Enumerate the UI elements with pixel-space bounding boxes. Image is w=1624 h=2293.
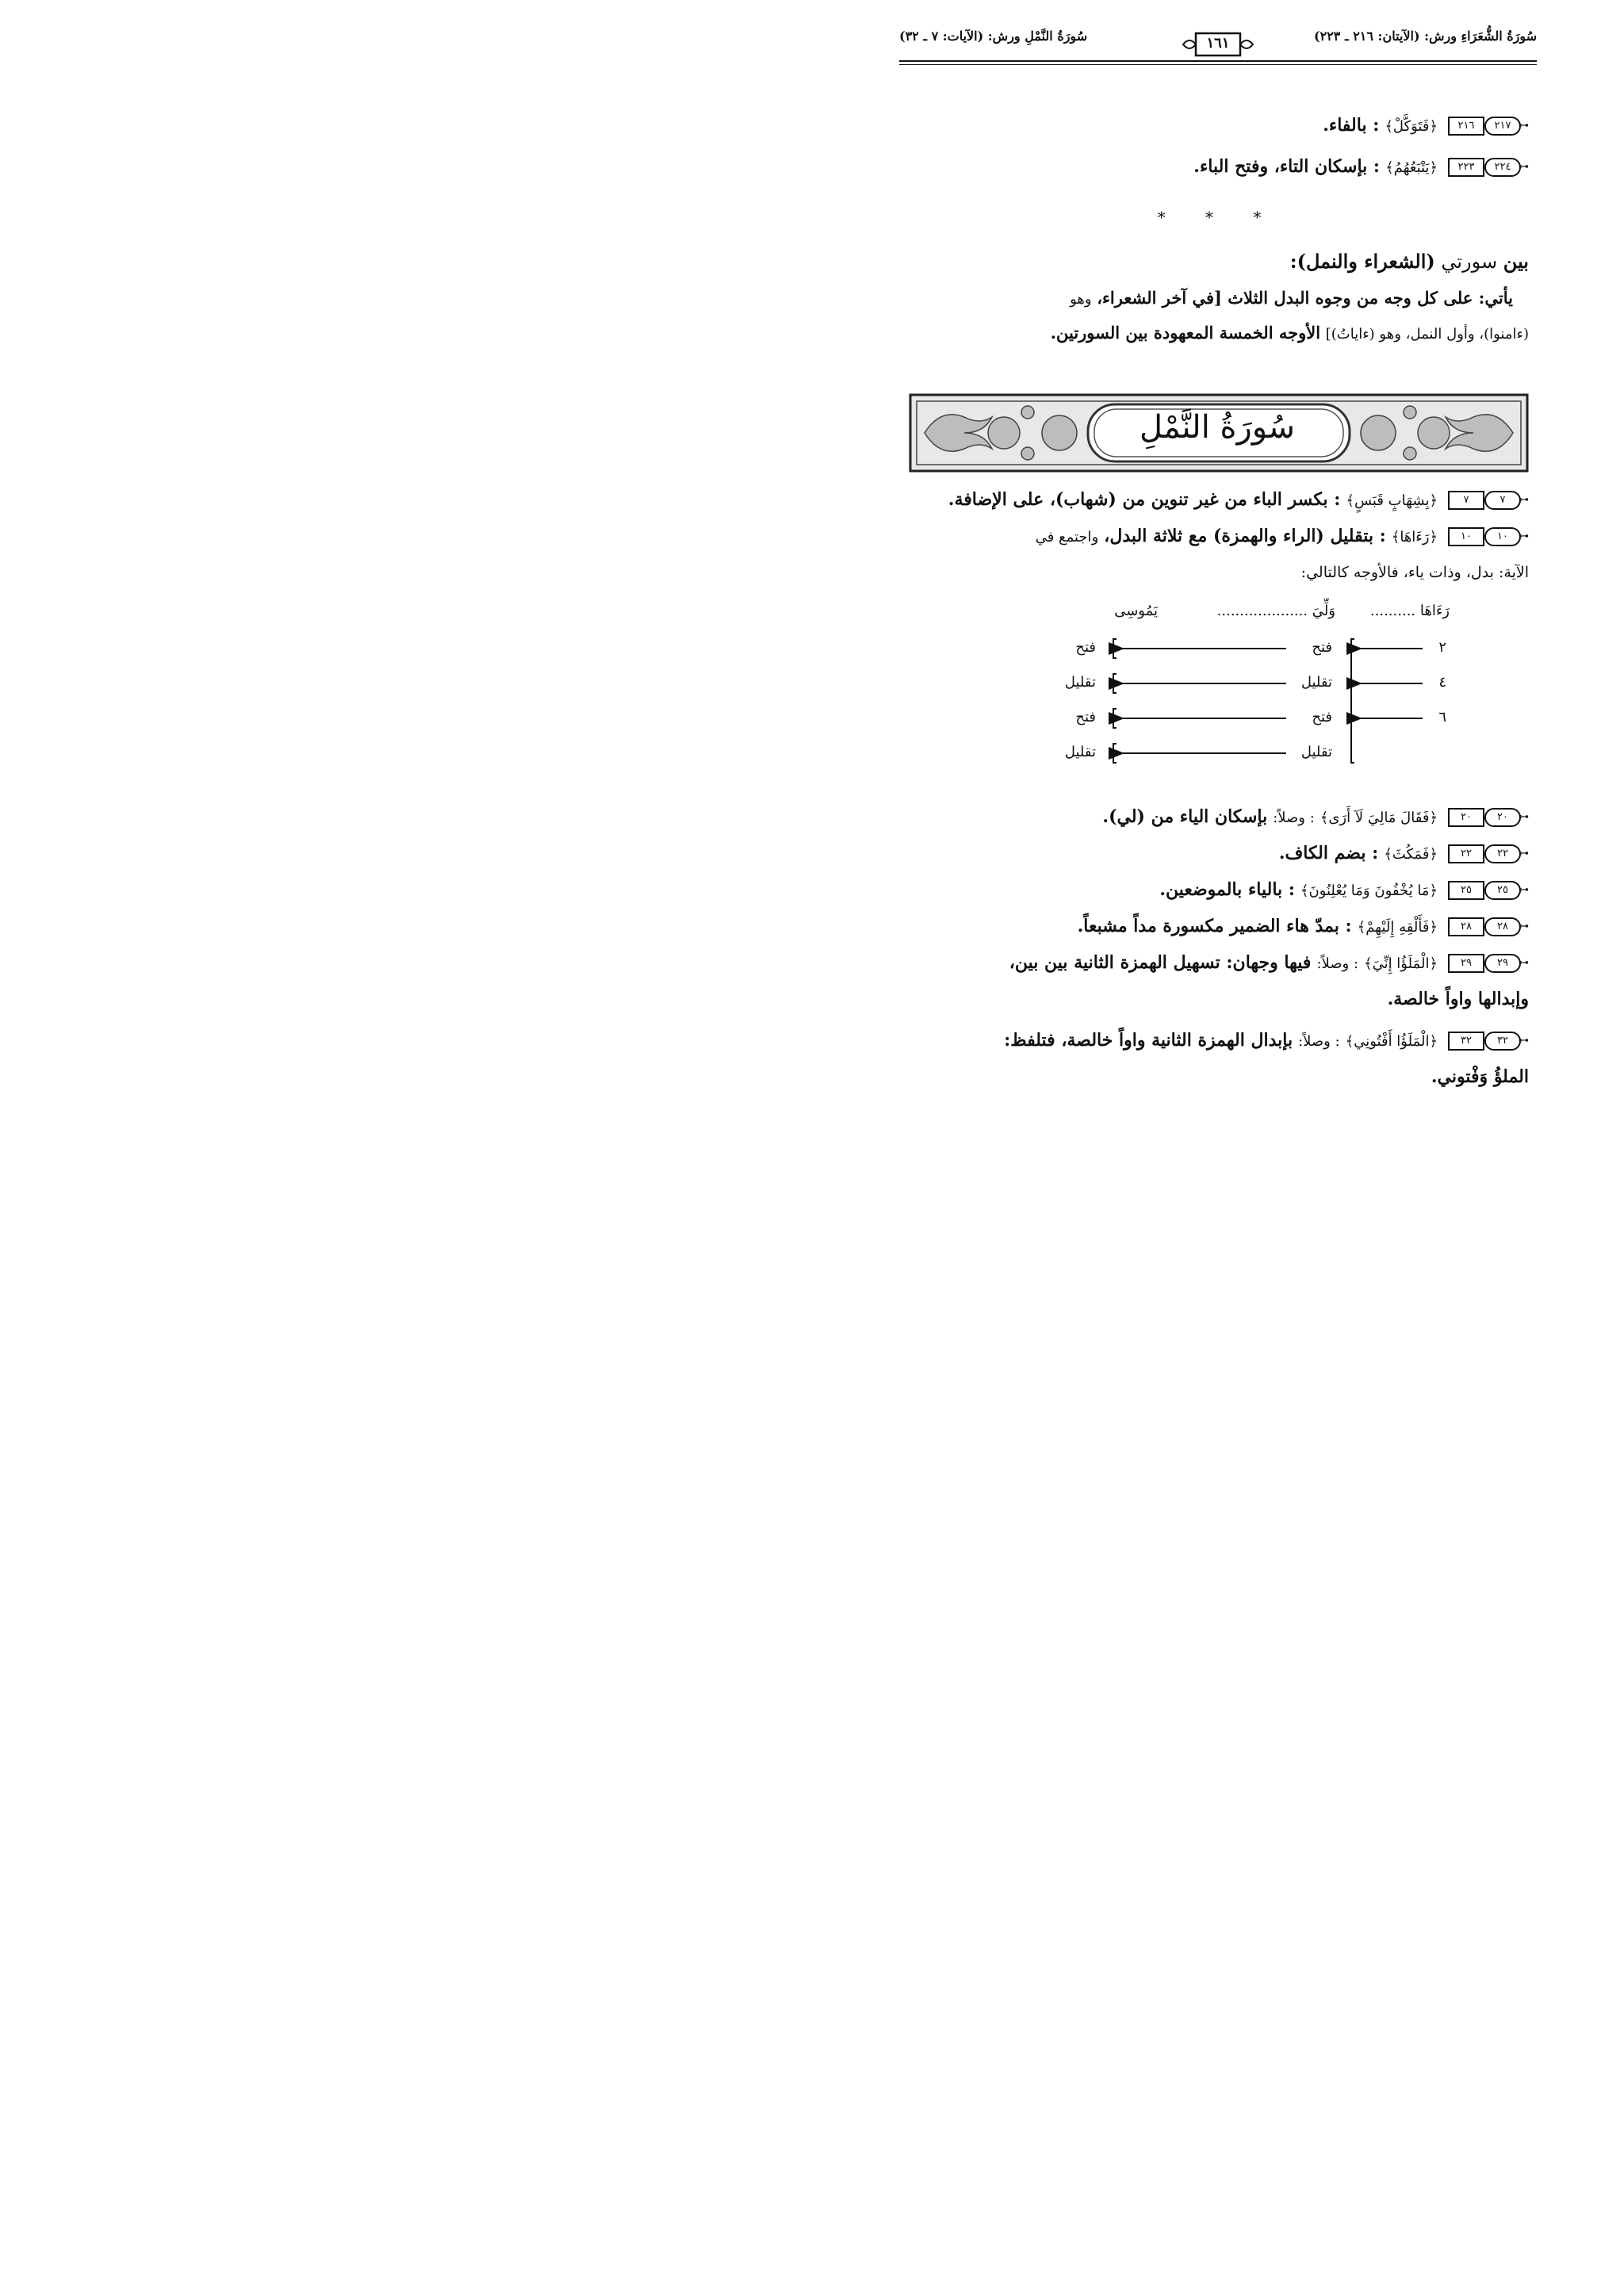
verse-badge: ٧ ٧ ⊶	[1450, 486, 1529, 515]
verse-quote: ﴿رَءَاهَا﴾	[1391, 529, 1438, 545]
row-count: ٢	[1438, 639, 1446, 656]
entry-text: : بكسر الباء من غير تنوين من (شهاب)، على الإضافة.	[948, 489, 1341, 510]
entry-continuation: وإبدالها واواً خالصة.	[1387, 989, 1529, 1009]
entry-mid: : وصلاً:	[1273, 810, 1315, 826]
verse-badge: ٢٩ ٢٩ ⊶	[1450, 949, 1529, 978]
verse-badge: ٢٠ ٢٠ ⊶	[1450, 803, 1529, 832]
entry-tail: واجتمع في	[1035, 529, 1099, 545]
entry-text: : بالياء بالموضعين.	[1159, 879, 1295, 900]
row-end: تقليل	[1064, 744, 1096, 760]
verse-quote: ﴿الْمَلَؤُا إِنِّيَ﴾	[1364, 955, 1438, 972]
verse-quote: ﴿فَمَكُثَ﴾	[1384, 846, 1438, 863]
verse-quote: ﴿مَا يُخْفُونَ وَمَا يُعْلِنُونَ﴾	[1300, 882, 1438, 899]
entry-text: : بتقليل (الراء والهمزة) مع ثلاثة البدل،	[1104, 526, 1386, 546]
table-head-right: رَءَاهَا ..........	[1369, 603, 1450, 619]
row-count: ٤	[1438, 674, 1446, 691]
page-number: ١٦١	[1206, 35, 1230, 52]
verse-quote: ﴿الْمَلَؤُا أَفْتُونِي﴾	[1345, 1033, 1438, 1050]
entry-continuation: الملؤُ وَفْتوني.	[1431, 1066, 1529, 1087]
entry-row	[907, 111, 1529, 141]
verse-quote: ﴿فَأَلْقِهِ إِلَيْهِمْ﴾	[1357, 919, 1438, 936]
verse-badge: ٢٨ ٢٨ ⊶	[1450, 913, 1529, 941]
row-mid: تقليل	[1300, 744, 1332, 760]
entry-text: بإسكان الياء من (لي).	[1102, 806, 1268, 827]
entry-mid: : وصلاً:	[1316, 955, 1359, 972]
verse-badge: ٢٥ ٢٥ ⊶	[1450, 876, 1529, 905]
row-count: ٦	[1438, 709, 1446, 725]
entry-row	[907, 948, 1529, 978]
entry-row	[907, 1026, 1529, 1056]
verse-quote: ﴿بِشِهَابٍ قَبَسٍ﴾	[1346, 492, 1438, 509]
between-para-1: يأتي: على كل وجه من وجوه البدل الثلاث [في آخر الشعراء، وهو	[1070, 288, 1513, 308]
between-para-2: (ءامنوا)، وأول النمل، وهو (ءاياتُ)] الأوجه الخمسة المعهودة بين السورتين.	[1050, 323, 1529, 343]
entry-row	[907, 522, 1529, 552]
table-head-left: يَمُوسِى	[1114, 603, 1158, 619]
separator-stars: * * *	[1157, 208, 1279, 227]
entry-mid: : وصلاً:	[1298, 1033, 1340, 1050]
entry-row	[907, 152, 1529, 182]
row-mid: تقليل	[1300, 674, 1332, 691]
entry-row	[907, 912, 1529, 942]
row-mid: فتح	[1312, 709, 1332, 725]
verse-quote: ﴿يَتْبَعُهُمُ﴾	[1385, 159, 1438, 176]
entry-text: فيها وجهان: تسهيل الهمزة الثانية بين بين،	[1009, 952, 1312, 973]
entry-row	[907, 839, 1529, 869]
row-end: فتح	[1075, 709, 1096, 725]
entry-text: : بمدّ هاء الضمير مكسورة مداً مشبعاً.	[1077, 916, 1352, 936]
header-rule	[899, 60, 1537, 62]
faces-diagram-lines	[1074, 633, 1431, 775]
verse-badge: ٢٢٣ ٢٢٤ ⊶	[1450, 153, 1529, 182]
entry-text: : بالفاء.	[1323, 115, 1380, 136]
row-end: تقليل	[1064, 674, 1096, 691]
surah-title: سُورَةُ النَّمْلِ	[1139, 409, 1295, 446]
entry-row	[907, 485, 1529, 515]
verse-badge: ٢٢ ٢٢ ⊶	[1450, 840, 1529, 868]
entry-row	[907, 875, 1529, 905]
verse-badge: ١٠ ١٠ ⊶	[1450, 523, 1529, 551]
table-head-mid: وَلِّيَ ....................	[1216, 603, 1335, 619]
verse-quote: ﴿فَتَوَكَّلْ﴾	[1385, 118, 1438, 135]
entry-text: : بضم الكاف.	[1278, 843, 1379, 863]
verse-badge: ٣٢ ٣٢ ⊶	[1450, 1027, 1529, 1055]
verse-badge: ٢١٦ ٢١٧ ⊶	[1450, 112, 1529, 140]
header-right: سُورَةُ الشُّعَرَاءِ ورش: (الآيتان: ٢١٦ ـ ٢٢٣)	[1314, 29, 1537, 44]
row-mid: فتح	[1312, 639, 1332, 656]
entry-text: بإبدال الهمزة الثانية واواً خالصة، فتلفظ:	[1004, 1030, 1293, 1051]
entry-text: : بإسكان التاء، وفتح الباء.	[1193, 156, 1381, 177]
header-left: سُورَةُ النَّمْلِ ورش: (الآيات: ٧ ـ ٣٢)	[899, 29, 1088, 44]
header-rule-2	[899, 64, 1537, 65]
verse-quote: ﴿فَقَالَ مَالِيَ لَآ أَرَى﴾	[1320, 810, 1438, 826]
row-end: فتح	[1075, 639, 1096, 656]
ayah-note: الآية: بدل، وذات ياء، فالأوجه كالتالي:	[1300, 564, 1529, 581]
entry-row	[907, 802, 1529, 833]
between-heading: بين سورتي (الشعراء والنمل):	[1289, 250, 1529, 273]
